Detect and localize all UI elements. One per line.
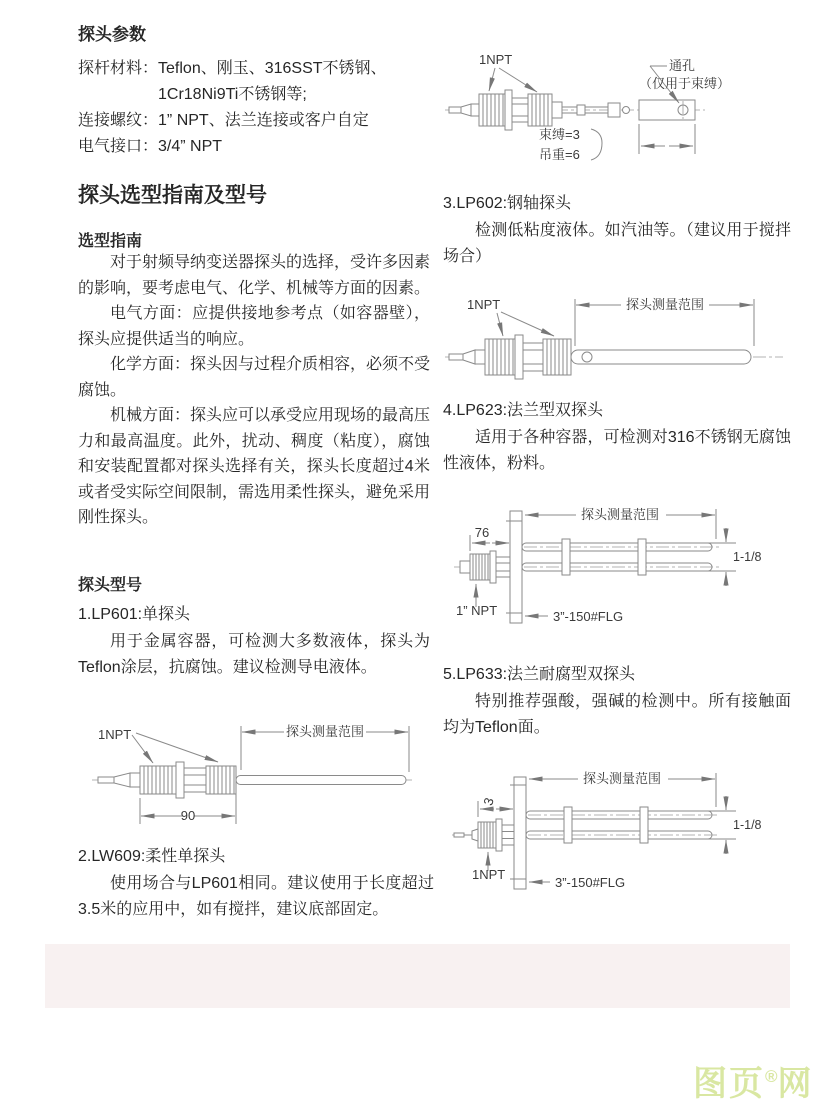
- model-lp602-body: 检测低粘度液体。如汽油等。（建议用于搅拌场合）: [443, 222, 791, 265]
- models-title: 探头型号: [78, 577, 143, 594]
- guide-paragraphs: [78, 250, 430, 531]
- lp623-length-label: 76: [474, 525, 490, 540]
- lp633-gap-label: 1-1/8: [733, 818, 762, 832]
- lp601-probe-body: [92, 762, 412, 798]
- spec-list: [78, 56, 387, 160]
- guide-paragraph: 对于射频导纳变送器探头的选择，受许多因素的影响，要考虑电气、化学、机械等方面的因素。: [78, 254, 431, 297]
- lp602-diagram: [443, 283, 798, 395]
- lw609-npt-label: 1NPT: [479, 52, 513, 67]
- lp601-diagram: [90, 702, 425, 837]
- lp633-diagram: [450, 765, 798, 920]
- watermark-logo: [693, 1056, 814, 1105]
- spec-row-electrical: [78, 134, 387, 160]
- lp601-npt-label: 1NPT: [98, 727, 132, 742]
- bottom-band: [45, 944, 790, 1008]
- model-lw609-body: 使用场合与LP601相同。建议使用于长度超过3.5米的应用中，如有搅拌，建议底部固定。: [78, 875, 434, 918]
- model-lp633-body: 特别推荐强酸，强碱的检测中。所有接触面均为Teflon面。: [443, 693, 791, 736]
- model-lp623-heading: 4.LP623:法兰型双探头: [443, 402, 604, 419]
- lw609-hole-label: 通孔: [669, 58, 696, 73]
- lp623-npt-label: 1” NPT: [456, 603, 498, 618]
- params-title: 探头参数: [78, 25, 146, 44]
- lp623-range-label: 探头测量范围: [580, 507, 660, 522]
- lp601-length-label: 90: [180, 808, 196, 823]
- lw609-probe-body: [445, 90, 705, 130]
- lw609-weight-label: 吊重=6: [539, 147, 580, 162]
- lw609-diagram: [443, 42, 803, 177]
- lw609-tether-label: 束缚=3: [539, 127, 580, 142]
- model-lp601-body: 用于金属容器，可检测大多数液体，探头为Teflon涂层，抗腐蚀。建议检测导电液体。: [78, 633, 430, 676]
- spec-label: 探杆材料：: [78, 60, 159, 77]
- watermark-text-left: 图页: [693, 1065, 765, 1103]
- lp633-npt-label: 1NPT: [472, 867, 506, 882]
- lp633-range-label: 探头测量范围: [582, 771, 662, 786]
- model-lp602-heading: 3.LP602:钢轴探头: [443, 195, 572, 212]
- guide-paragraph: 化学方面：探头因与过程介质相容，必须不受腐蚀。: [78, 356, 431, 399]
- spec-label: 连接螺纹：: [78, 112, 159, 129]
- lp602-npt-label: 1NPT: [467, 297, 501, 312]
- lp602-probe-body: [445, 335, 783, 379]
- lp633-length-label: 3: [480, 795, 497, 808]
- model-lp633-heading: 5.LP633:法兰耐腐型双探头: [443, 666, 636, 683]
- lw609-hole-note: （仅用于束缚）: [639, 76, 731, 91]
- spec-value: 1” NPT、法兰连接或客户自定: [158, 112, 369, 129]
- spec-label: 电气接口：: [78, 138, 159, 155]
- lp601-range-label: 探头测量范围: [285, 724, 365, 739]
- model-lp623-body: 适用于各种容器，可检测对316不锈钢无腐蚀性液体，粉料。: [443, 429, 791, 472]
- guide-title: 选型指南: [78, 233, 143, 250]
- watermark-text-right: 网: [777, 1065, 814, 1103]
- spec-value: 3/4” NPT: [158, 138, 223, 155]
- spec-row-material: [78, 56, 387, 82]
- spec-row-material-cont: [78, 82, 387, 108]
- model-lp601-heading: 1.LP601:单探头: [78, 606, 191, 623]
- registered-mark-icon: ®: [765, 1067, 778, 1086]
- lp602-range-label: 探头测量范围: [625, 297, 705, 312]
- guide-paragraph: 机械方面：探头应可以承受应用现场的最高压力和最高温度。此外，扰动、稠度（粘度），腐蚀和安装配置都对探头选择有关，探头长度超过4米或者受实际空间限制，需选用柔性探头，避免采用刚性探头。: [78, 407, 431, 526]
- section-title: 探头选型指南及型号: [78, 184, 267, 207]
- spec-value: 1Cr18Ni9Ti不锈钢等;: [158, 86, 307, 103]
- spec-value: Teflon、刚玉、316SST不锈钢、: [158, 60, 387, 77]
- model-lw609-heading: 2.LW609:柔性单探头: [78, 848, 226, 865]
- lp623-gap-label: 1-1/8: [733, 550, 762, 564]
- spec-row-thread: [78, 108, 387, 134]
- guide-paragraph: 电气方面：应提供接地参考点（如容器壁），探头应提供适当的响应。: [78, 305, 430, 348]
- lp633-flange-label: 3”-150#FLG: [555, 875, 626, 890]
- lp623-flange-label: 3”-150#FLG: [553, 609, 624, 624]
- lp623-diagram: [450, 497, 798, 659]
